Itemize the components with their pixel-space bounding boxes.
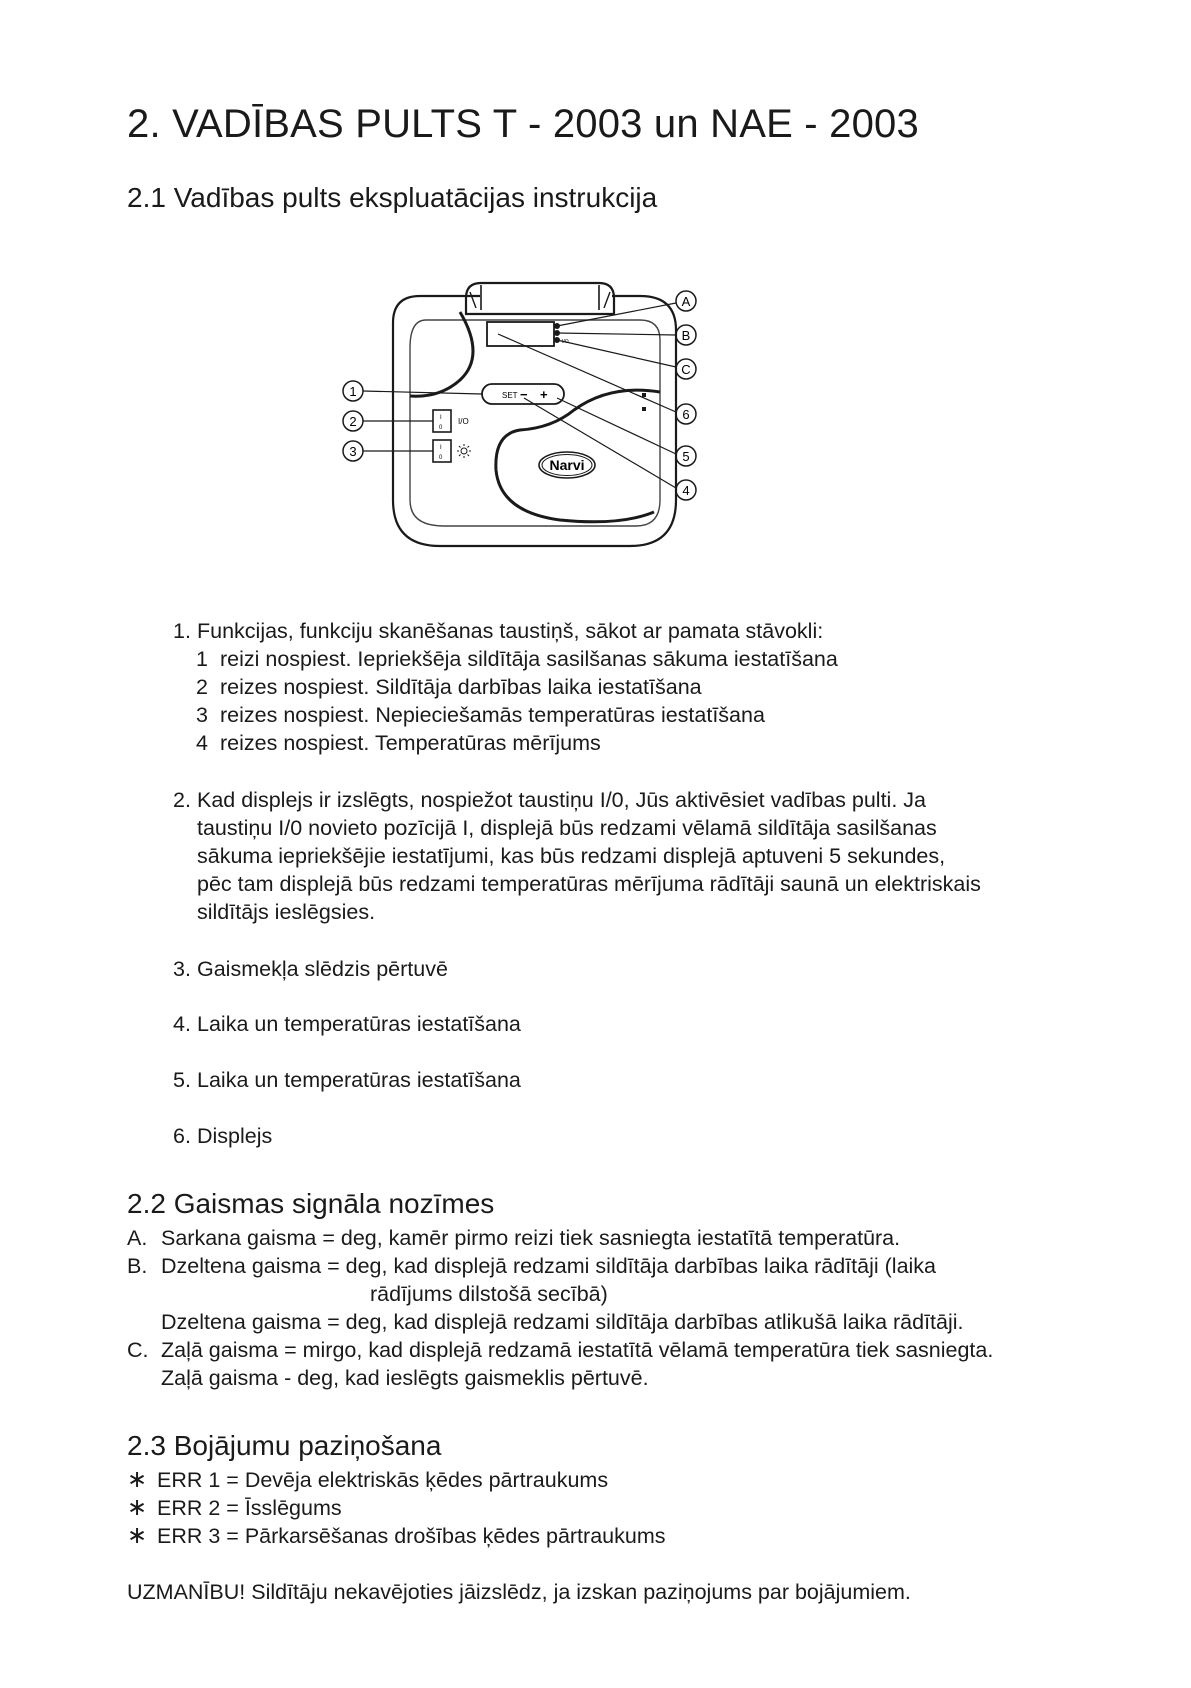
list-item-2 <box>173 786 981 926</box>
switch2-off: 0 <box>439 455 443 461</box>
led-green <box>554 337 560 343</box>
section-2-3-heading: 2.3 Bojājumu paziņošana <box>127 1430 442 1461</box>
list-item-4: 4. Laika un temperatūras iestatīšana <box>173 1012 521 1036</box>
signal-c-2: Zaļā gaisma - deg, kad ieslēgts gaismeklis pērtuvē. <box>161 1366 649 1390</box>
section-2-2-heading: 2.2 Gaismas signāla nozīmes <box>127 1188 495 1219</box>
callout-c: C <box>681 362 691 377</box>
paragraph-line: taustiņu I/0 novieto pozīcijā I, displejā būs redzami vēlamā sildītāja sasilšanas <box>197 816 937 840</box>
list-item-3: 3. Gaismekļa slēdzis pērtuvē <box>173 957 448 981</box>
page-title: 2. VADĪBAS PULTS T - 2003 un NAE - 2003 <box>127 102 919 146</box>
callout-5: 5 <box>682 449 690 464</box>
minus-button-label: − <box>520 387 528 402</box>
paragraph-line: sākuma iepriekšējie iestatījumi, kas būs redzami displejā aptuveni 5 sekundes, <box>197 844 946 868</box>
list-item-6: 6. Displejs <box>173 1124 273 1148</box>
list-item-1 <box>173 617 823 645</box>
plus-button-label: + <box>540 387 548 402</box>
switch2-on: I <box>440 445 442 451</box>
asterisk-icon: ∗ <box>127 1522 148 1549</box>
signal-c: C. Zaļā gaisma = mirgo, kad displejā redzamā iestatītā vēlamā temperatūra tiek sasniegta. <box>127 1338 994 1362</box>
control-panel-diagram <box>340 280 770 570</box>
callout-b: B <box>681 328 691 343</box>
paragraph-line: pēc tam displejā būs redzami temperatūras mērījuma rādītāji saunā un elektriskais <box>197 872 981 896</box>
sub-item-4: 4 reizes nospiest. Temperatūras mērījums <box>196 731 601 755</box>
sub-item-3: 3 reizes nospiest. Nepieciešamās temperatūras iestatīšana <box>196 703 765 727</box>
list-item-number: 1. <box>173 619 191 643</box>
callout-4: 4 <box>682 483 690 498</box>
signal-b: B. Dzeltena gaisma = deg, kad displejā redzami sildītāja darbības laika rādītāji (laika <box>127 1254 937 1278</box>
callout-2: 2 <box>349 414 357 429</box>
narvi-logo: Narvi <box>549 457 585 473</box>
sub-item-1: 1 reizi nospiest. Iepriekšēja sildītāja sasilšanas sākuma iestatīšana <box>196 647 838 671</box>
callout-1: 1 <box>349 384 357 399</box>
asterisk-icon: ∗ <box>127 1466 148 1493</box>
error-item-1: ∗ ERR 1 = Devēja elektriskās ķēdes pārtraukums <box>127 1466 609 1493</box>
led-yellow <box>554 330 560 336</box>
led-red <box>554 323 560 329</box>
callout-6: 6 <box>682 407 690 422</box>
light-bulb-icon <box>457 444 471 458</box>
section-2-1-heading: 2.1 Vadības pults ekspluatācijas instrukcija <box>127 182 658 213</box>
list-item-number: 2. <box>173 788 191 812</box>
asterisk-icon: ∗ <box>127 1494 148 1521</box>
sub-item-2: 2 reizes nospiest. Sildītāja darbības laika iestatīšana <box>196 675 702 699</box>
paragraph-line: sildītājs ieslēgsies. <box>197 900 376 924</box>
warning-text: UZMANĪBU! Sildītāju nekavējoties jāizslēdz, ja izskan paziņojums par bojājumiem. <box>127 1580 911 1604</box>
error-item-3: ∗ ERR 3 = Pārkarsēšanas drošības ķēdes pārtraukums <box>127 1522 666 1549</box>
switch1-on: I <box>440 415 442 421</box>
list-item-text: Funkcijas, funkciju skanēšanas taustiņš, sākot ar pamata stāvokli: <box>197 619 824 643</box>
small-io-label: I/O <box>562 339 569 345</box>
callout-a: A <box>681 294 691 309</box>
callout-3: 3 <box>349 444 357 459</box>
list-item-5: 5. Laika un temperatūras iestatīšana <box>173 1068 521 1092</box>
paragraph-line: Kad displejs ir izslēgts, nospiežot taustiņu I/0, Jūs aktivēsiet vadības pulti. Ja <box>197 788 926 812</box>
signal-a: A. Sarkana gaisma = deg, kamēr pirmo reizi tiek sasniegta iestatītā temperatūra. <box>127 1226 901 1250</box>
error-item-2: ∗ ERR 2 = Īsslēgums <box>127 1494 342 1521</box>
signal-b-continuation: rādījums dilstošā secībā) <box>370 1282 608 1306</box>
switch1-off: 0 <box>439 425 443 431</box>
set-button-label: SET <box>502 391 518 400</box>
signal-b-2: Dzeltena gaisma = deg, kad displejā redzami sildītāja darbības atlikušā laika rādītāji. <box>161 1310 964 1334</box>
switch1-io-label: I/O <box>458 417 469 426</box>
